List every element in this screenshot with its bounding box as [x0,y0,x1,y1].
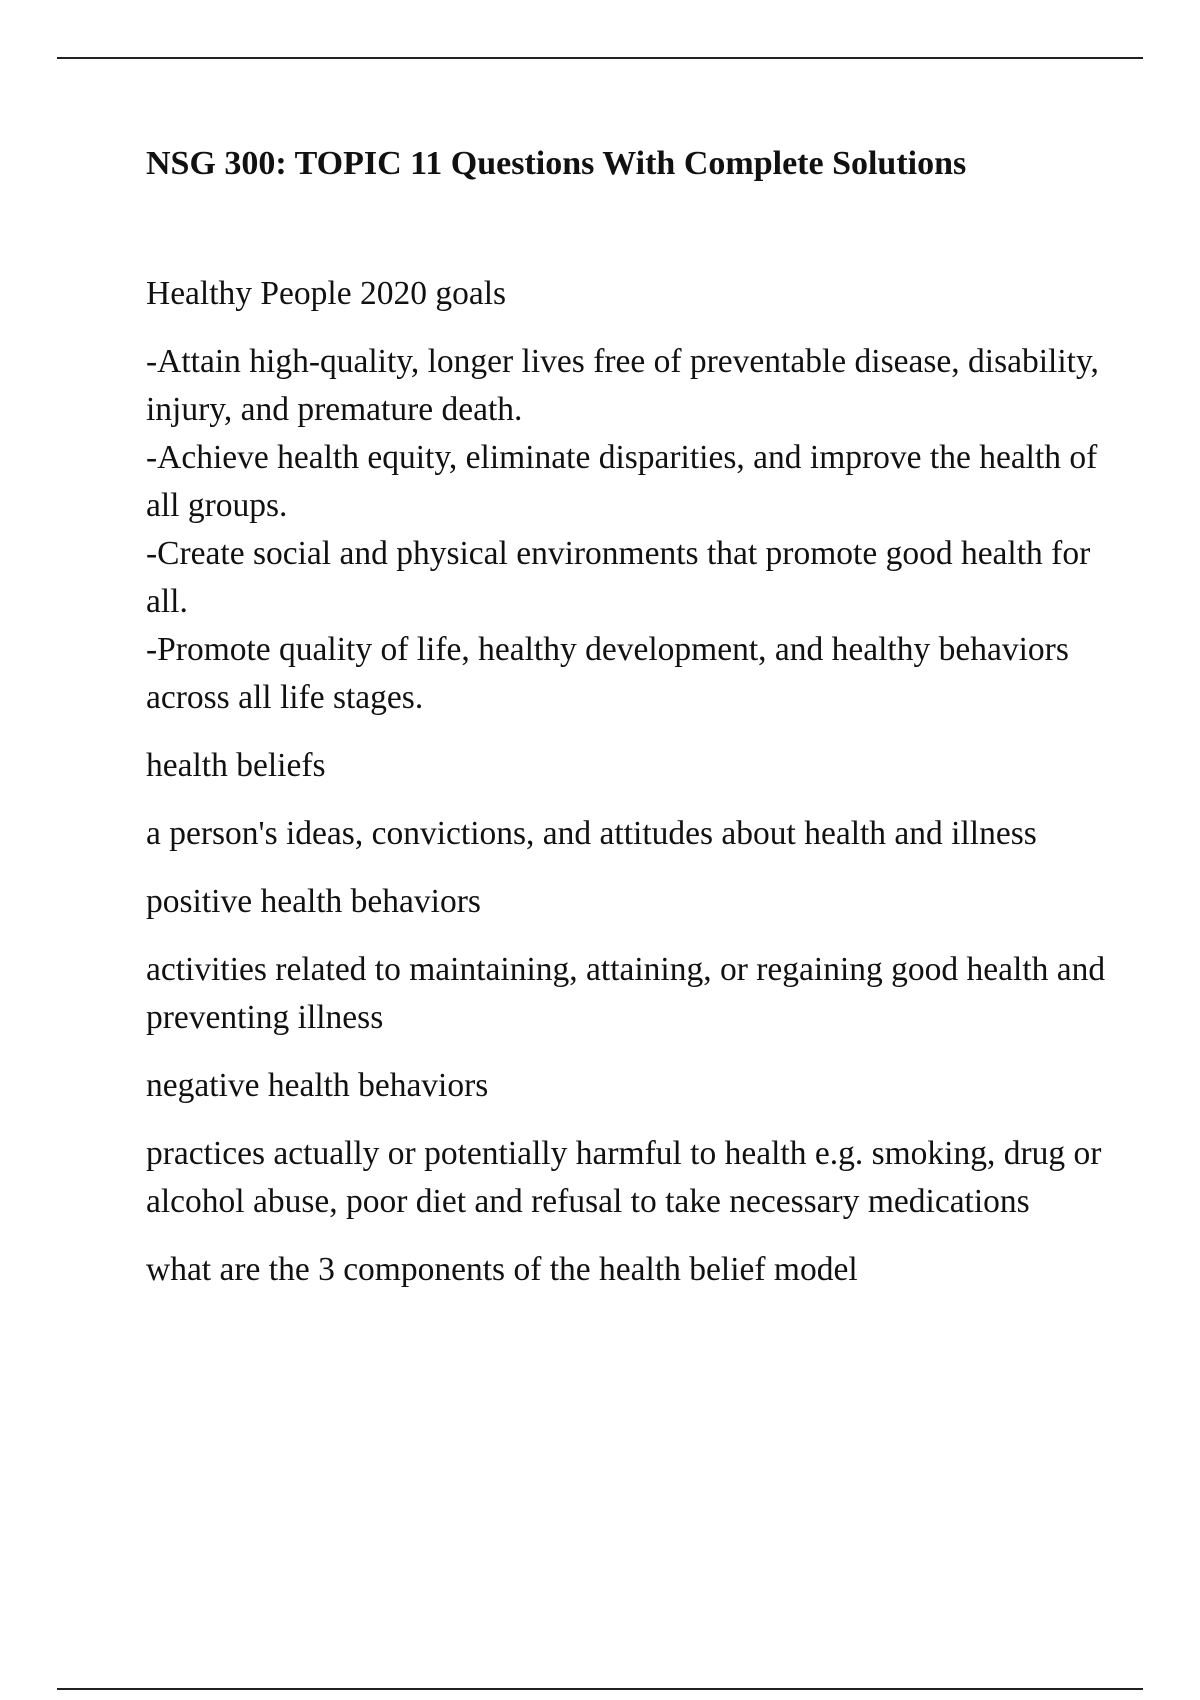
term-healthy-people-2020-goals: Healthy People 2020 goals [146,275,507,312]
definition-line: a person's ideas, convictions, and attitudes about health and illness [146,815,1037,852]
definition-line: -Promote quality of life, healthy development, and healthy behaviors across all life stages. [146,631,1069,716]
definition-line: -Attain high-quality, longer lives free of preventable disease, disability, injury, and premature death. [146,343,1099,428]
term-health-beliefs: health beliefs [146,747,326,784]
definition-line: practices actually or potentially harmful to health e.g. smoking, drug or alcohol abuse, poor diet and refusal to take necessary medications [146,1135,1102,1220]
qa-list [146,270,1106,1294]
definition-health-beliefs [146,810,1106,858]
term-health-belief-model-components: what are the 3 components of the health belief model [146,1251,858,1288]
definition-healthy-people-2020-goals [146,338,1106,722]
top-rule [57,57,1143,59]
definition-line: activities related to maintaining, attaining, or regaining good health and preventing illness [146,951,1106,1036]
term-positive-health-behaviors: positive health behaviors [146,883,481,920]
document-body [146,140,1106,1314]
definition-line: -Achieve health equity, eliminate disparities, and improve the health of all groups. [146,439,1098,524]
definition-negative-health-behaviors [146,1130,1106,1226]
term-negative-health-behaviors: negative health behaviors [146,1067,489,1104]
definition-positive-health-behaviors [146,946,1106,1042]
bottom-rule [57,1688,1143,1690]
definition-line: -Create social and physical environments that promote good health for all. [146,535,1091,620]
document-title: NSG 300: TOPIC 11 Questions With Complete Solutions [146,145,967,182]
